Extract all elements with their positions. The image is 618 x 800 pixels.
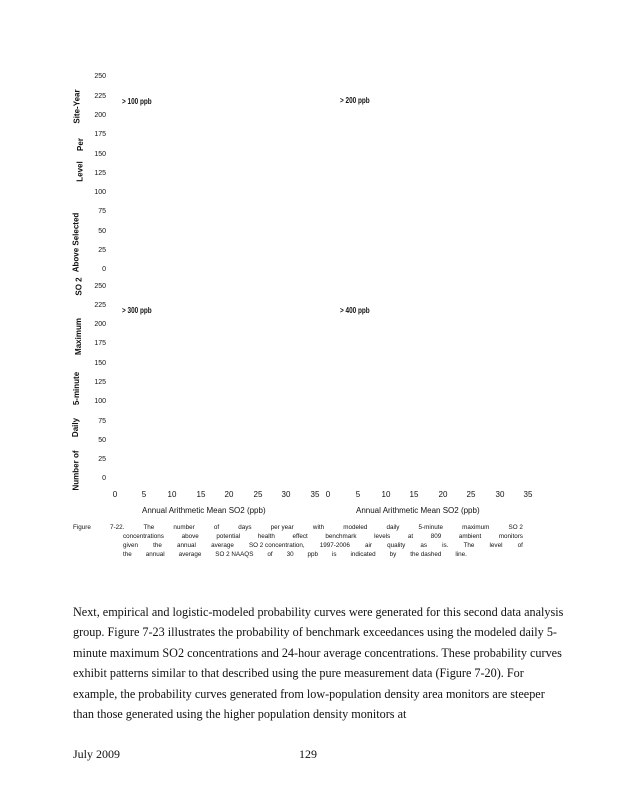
caption-word: daily [386,524,400,531]
y-axis-word: Site-Year [72,89,82,124]
y-tick-label: 150 [94,360,106,367]
caption-word: maximum [462,524,490,531]
caption-word: number [173,524,195,531]
y-tick-label: 225 [94,93,106,100]
caption-word: per year [270,524,294,531]
y-tick-label: 125 [94,379,106,386]
caption-word: line. [455,551,467,558]
caption-word: the dashed [410,551,442,558]
y-tick-label: 25 [98,247,106,254]
y-tick-label: 250 [94,283,106,290]
caption-word: modeled [343,524,368,531]
caption-row [73,541,523,550]
x-tick-label: 10 [381,490,391,499]
caption-row [73,550,523,559]
x-tick-label: 5 [355,490,361,499]
x-tick-label: 20 [438,490,448,499]
caption-word: SO 2 concentration, [248,542,305,549]
x-tick-label: 10 [167,490,177,499]
caption-word: The [463,542,475,549]
caption-row [73,523,523,532]
caption-word: monitors [498,533,523,540]
caption-word: level [489,542,503,549]
x-tick-label: 30 [495,490,505,499]
x-tick-label: 30 [281,490,291,499]
y-tick-label: 125 [94,170,106,177]
y-tick-label: 175 [94,131,106,138]
caption-word: benchmark [325,533,357,540]
y-tick-label: 75 [98,418,106,425]
caption-word: is [331,551,337,558]
panel-label: > 200 ppb [340,96,370,105]
caption-word: of [267,551,273,558]
y-tick-label: 150 [94,151,106,158]
y-axis-word: Per [75,138,85,151]
y-axis-word: Daily [71,417,81,438]
y-tick-label: 200 [94,321,106,328]
footer-date: July 2009 [73,747,121,761]
caption-word: air [364,542,372,549]
y-tick-label: 50 [98,437,106,444]
caption-word: SO 2 NAAQS [215,551,254,558]
caption-word: health [257,533,275,540]
panel-label: > 400 ppb [340,306,370,315]
caption-word: annual [177,542,196,549]
y-tick-label: 250 [94,73,106,80]
y-axis-word: Maximum [73,318,83,355]
y-tick-label: 50 [98,228,106,235]
caption-word: the [123,551,132,558]
caption-word: 30 [286,551,294,558]
caption-word: SO 2 [508,524,523,531]
y-tick-label: 0 [102,266,106,273]
caption-word: indicated [350,551,376,558]
y-tick-label: 175 [94,340,106,347]
caption-word: with [312,524,325,531]
caption-word: above [181,533,199,540]
x-tick-label: 0 [112,490,118,499]
panel-label: > 100 ppb [122,97,152,106]
y-tick-label: 200 [94,112,106,119]
caption-word: of [213,524,220,531]
caption-word: ppb [307,551,319,558]
caption-word: 5-minute [418,524,444,531]
caption-word: of [517,542,523,549]
x-tick-label: 15 [409,490,419,499]
x-axis-label-left: Annual Arithmetic Mean SO2 (ppb) [142,506,266,515]
caption-word: concentrations [123,533,164,540]
caption-word: given [123,542,139,549]
caption-word: is. [442,542,449,549]
caption-word: by [389,551,397,558]
x-tick-label: 25 [466,490,476,499]
x-tick-label: 35 [310,490,320,499]
caption-word: potential [216,533,241,540]
x-axis-label-right: Annual Arithmetic Mean SO2 (ppb) [356,506,480,515]
y-axis-word: Number of [71,450,81,491]
y-axis-word: SO 2 [74,277,84,296]
y-tick-label: 100 [94,189,106,196]
y-tick-label: 75 [98,208,106,215]
caption-word: 7-22. [109,524,125,531]
x-tick-label: 15 [196,490,206,499]
caption-word: the [153,542,162,549]
body-paragraph: Next, empirical and logistic-modeled probability curves were generated for this second data analysis group. Figure 7-23 illustrates the probability of benchmark exceedances using the modeled daily 5-minute maximum SO2 concentrations and 24-hour average concentrations. These probability curves exhibit patterns similar to that described using the pure measurement data (Figure 7-20). For example, the probability curves generated from low-population density area monitors are steeper than those generated using the higher population density monitors at [73,605,564,722]
page-number: 129 [299,747,317,761]
caption-word: levels [374,533,391,540]
x-tick-label: 5 [141,490,147,499]
caption-word: at [407,533,414,540]
y-tick-label: 225 [94,302,106,309]
caption-word: effect [292,533,308,540]
caption-word: 809 [430,533,442,540]
caption-word: days [238,524,252,531]
caption-word: Figure [73,524,91,531]
x-tick-label: 20 [224,490,234,499]
caption-word: 1997-2006 [319,542,350,549]
y-tick-label: 0 [102,475,106,482]
caption-row [73,532,523,541]
caption-word: ambient [458,533,482,540]
caption-word: The [143,524,155,531]
x-tick-label: 0 [325,490,331,499]
caption-word: annual [145,551,165,558]
caption-word: as [420,542,428,549]
y-axis-word: Above Selected [71,212,81,273]
y-tick-label: 100 [94,398,106,405]
caption-word: average [211,542,234,549]
y-axis-word: 5-minute [72,371,82,406]
y-tick-label: 25 [98,456,106,463]
x-tick-label: 25 [253,490,263,499]
caption-word: average [178,551,202,558]
x-tick-label: 35 [523,490,533,499]
caption-word: quality [387,542,406,549]
panel-label: > 300 ppb [122,306,152,315]
figure-caption [73,523,523,559]
y-axis-word: Level [75,161,85,182]
